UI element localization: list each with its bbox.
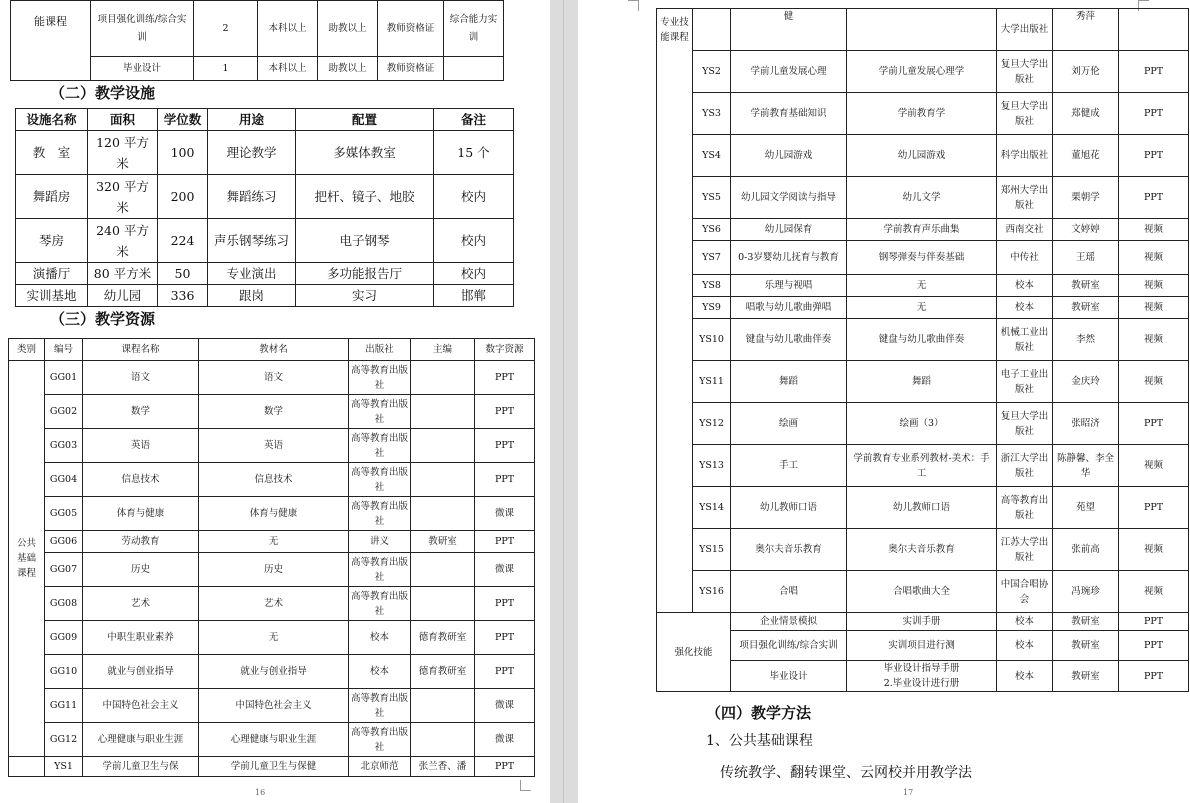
resource-row xyxy=(657,571,1189,613)
resource-digital: PPT xyxy=(475,361,535,395)
resource-code: YS13 xyxy=(693,445,731,487)
facility-cell: 舞蹈练习 xyxy=(208,175,296,219)
note-cell xyxy=(444,57,504,81)
resource-course: 语文 xyxy=(83,361,199,395)
resource-publisher: 高等教育出版社 xyxy=(349,689,411,723)
resource-editor: 张昭济 xyxy=(1053,403,1119,445)
resource-course: 学前教育基础知识 xyxy=(731,93,847,135)
resource-course: 合唱 xyxy=(731,571,847,613)
resource-publisher: 高等教育出版社 xyxy=(349,361,411,395)
resources-header: 类别 xyxy=(9,339,45,361)
resource-row xyxy=(9,689,535,723)
strengthen-editor: 教研室 xyxy=(1053,631,1119,661)
subheading-public-courses: 1、公共基础课程 xyxy=(706,733,813,749)
resource-textbook: 奥尔夫音乐教育 xyxy=(847,529,997,571)
resource-editor xyxy=(411,463,475,497)
strengthen-digital: PPT xyxy=(1119,661,1189,692)
resource-publisher: 电子工业出版社 xyxy=(997,361,1053,403)
facilities-header: 学位数 xyxy=(158,109,208,131)
resource-course: 乐理与视唱 xyxy=(731,275,847,297)
resource-publisher: 浙江大学出版社 xyxy=(997,445,1053,487)
facility-cell: 校内 xyxy=(434,219,514,263)
resource-code: YS11 xyxy=(693,361,731,403)
facility-cell: 跟岗 xyxy=(208,285,296,307)
resource-row xyxy=(9,587,535,621)
resource-course: 唱歌与幼儿歌曲弹唱 xyxy=(731,297,847,319)
teacher-requirement-table xyxy=(10,0,504,81)
resource-code: YS6 xyxy=(693,219,731,241)
resource-publisher: 科学出版社 xyxy=(997,135,1053,177)
resource-code xyxy=(693,9,731,51)
page-gap xyxy=(550,0,578,803)
resource-row xyxy=(657,51,1189,93)
resources-header: 教材名 xyxy=(199,339,349,361)
resource-digital: 视频 xyxy=(1119,361,1189,403)
resource-textbook: 学前儿童卫生与保健 xyxy=(199,757,349,777)
resource-editor xyxy=(411,429,475,463)
resources-header: 课程名称 xyxy=(83,339,199,361)
cert-cell: 教师资格证 xyxy=(378,57,444,81)
resource-course: 手工 xyxy=(731,445,847,487)
resource-textbook: 无 xyxy=(199,621,349,655)
resource-textbook: 学前教育声乐曲集 xyxy=(847,219,997,241)
facility-cell: 实训基地 xyxy=(16,285,88,307)
section-title-resources: （三）教学资源 xyxy=(50,310,156,328)
facility-cell: 邯郸 xyxy=(434,285,514,307)
resource-course: 中国特色社会主义 xyxy=(83,689,199,723)
facility-cell: 320 平方米 xyxy=(88,175,158,219)
facility-cell: 声乐钢琴练习 xyxy=(208,219,296,263)
resource-editor: 德育教研室 xyxy=(411,655,475,689)
resource-publisher: 中传社 xyxy=(997,241,1053,275)
resource-textbook: 英语 xyxy=(199,429,349,463)
resource-digital: PPT xyxy=(1119,93,1189,135)
facilities-header: 备注 xyxy=(434,109,514,131)
resource-row xyxy=(9,621,535,655)
strengthen-publisher: 校本 xyxy=(997,613,1053,631)
resource-digital: PPT xyxy=(475,395,535,429)
resource-publisher: 校本 xyxy=(997,275,1053,297)
resource-code: GG01 xyxy=(45,361,83,395)
resource-editor: 金庆玲 xyxy=(1053,361,1119,403)
resources-table xyxy=(8,338,535,777)
resource-code: YS1 xyxy=(45,757,83,777)
page-number: 17 xyxy=(903,788,914,797)
resource-textbook: 无 xyxy=(847,297,997,319)
resource-digital: 微课 xyxy=(475,553,535,587)
category-cell: 强化技能 xyxy=(657,613,731,692)
strengthen-digital: PPT xyxy=(1119,613,1189,631)
resource-textbook: 舞蹈 xyxy=(847,361,997,403)
resource-row xyxy=(657,219,1189,241)
resource-editor xyxy=(411,395,475,429)
resource-course: 舞蹈 xyxy=(731,361,847,403)
resources-header: 主编 xyxy=(411,339,475,361)
resource-editor xyxy=(411,497,475,531)
resource-editor: 张兰香、潘 xyxy=(411,757,475,777)
resource-code: YS4 xyxy=(693,135,731,177)
facility-cell: 15 个 xyxy=(434,131,514,175)
resource-course: 幼儿园游戏 xyxy=(731,135,847,177)
resource-course: 就业与创业指导 xyxy=(83,655,199,689)
resource-row xyxy=(657,361,1189,403)
resource-row xyxy=(9,553,535,587)
strengthen-textbook: 实训手册 xyxy=(847,613,997,631)
strengthen-course: 企业情景模拟 xyxy=(731,613,847,631)
resource-course: 绘画 xyxy=(731,403,847,445)
resource-editor: 李然 xyxy=(1053,319,1119,361)
facility-cell: 多功能报告厅 xyxy=(296,263,434,285)
resource-editor xyxy=(411,361,475,395)
resource-row xyxy=(657,177,1189,219)
resource-row xyxy=(657,403,1189,445)
resource-editor xyxy=(411,689,475,723)
resource-editor: 文婷婷 xyxy=(1053,219,1119,241)
resource-textbook: 绘画（3） xyxy=(847,403,997,445)
resource-course: 奥尔夫音乐教育 xyxy=(731,529,847,571)
resource-row xyxy=(657,297,1189,319)
resource-digital: PPT xyxy=(475,655,535,689)
resource-code: GG07 xyxy=(45,553,83,587)
credit-cell: 2 xyxy=(194,1,258,57)
resource-code: YS15 xyxy=(693,529,731,571)
resource-digital: PPT xyxy=(475,757,535,777)
resource-publisher: 复旦大学出版社 xyxy=(997,403,1053,445)
teaching-method-text: 传统教学、翻转课堂、云网校并用教学法 xyxy=(720,765,972,781)
resource-editor: 栗朝学 xyxy=(1053,177,1119,219)
resource-publisher: 校本 xyxy=(349,655,411,689)
resource-publisher: 江苏大学出版社 xyxy=(997,529,1053,571)
resource-code: YS7 xyxy=(693,241,731,275)
strengthen-digital: PPT xyxy=(1119,631,1189,661)
resources-header: 数字资源 xyxy=(475,339,535,361)
resource-textbook: 历史 xyxy=(199,553,349,587)
resource-publisher: 校本 xyxy=(997,297,1053,319)
resource-code: GG04 xyxy=(45,463,83,497)
facility-cell: 120 平方米 xyxy=(88,131,158,175)
facility-cell: 理论教学 xyxy=(208,131,296,175)
resource-digital: PPT xyxy=(1119,177,1189,219)
strengthen-course: 毕业设计 xyxy=(731,661,847,692)
resource-textbook: 就业与创业指导 xyxy=(199,655,349,689)
resource-code: GG08 xyxy=(45,587,83,621)
resource-publisher: 高等教育出版社 xyxy=(349,497,411,531)
facilities-header: 用途 xyxy=(208,109,296,131)
resource-digital xyxy=(1119,9,1189,51)
resource-course: 学前儿童卫生与保 xyxy=(83,757,199,777)
resource-textbook: 合唱歌曲大全 xyxy=(847,571,997,613)
resource-row xyxy=(657,529,1189,571)
page-number: 16 xyxy=(255,788,266,797)
resource-publisher: 高等教育出版社 xyxy=(997,487,1053,529)
edu-cell: 本科以上 xyxy=(258,1,318,57)
strengthen-publisher: 校本 xyxy=(997,661,1053,692)
resource-course: 幼儿园文学阅读与指导 xyxy=(731,177,847,219)
resource-editor: 郑健成 xyxy=(1053,93,1119,135)
course-cell: 项目强化训练/综合实训 xyxy=(91,1,194,57)
resource-publisher: 校本 xyxy=(349,621,411,655)
resource-code: YS12 xyxy=(693,403,731,445)
resource-digital: 视频 xyxy=(1119,319,1189,361)
resource-editor: 秀萍 xyxy=(1053,9,1119,51)
resource-editor: 董旭花 xyxy=(1053,135,1119,177)
resource-digital: 视频 xyxy=(1119,529,1189,571)
resource-publisher: 高等教育出版社 xyxy=(349,395,411,429)
resource-course: 幼儿教师口语 xyxy=(731,487,847,529)
strengthen-row xyxy=(657,661,1189,692)
credit-cell: 1 xyxy=(194,57,258,81)
resource-row xyxy=(9,655,535,689)
note-cell: 综合能力实训 xyxy=(444,1,504,57)
edu-cell: 本科以上 xyxy=(258,57,318,81)
resource-editor: 教研室 xyxy=(411,531,475,553)
resource-digital: PPT xyxy=(1119,487,1189,529)
facilities-table xyxy=(15,108,514,307)
resource-course: 体育与健康 xyxy=(83,497,199,531)
category-cell xyxy=(9,757,45,777)
resource-course: 历史 xyxy=(83,553,199,587)
course-cell: 毕业设计 xyxy=(91,57,194,81)
resource-digital: PPT xyxy=(475,531,535,553)
resource-row xyxy=(657,275,1189,297)
resource-row xyxy=(9,497,535,531)
resource-digital: PPT xyxy=(475,587,535,621)
resource-digital: PPT xyxy=(475,621,535,655)
resource-textbook xyxy=(847,9,997,51)
facility-cell: 80 平方米 xyxy=(88,263,158,285)
section-title-methods: （四）教学方法 xyxy=(706,704,812,722)
resource-textbook: 语文 xyxy=(199,361,349,395)
resource-code: YS10 xyxy=(693,319,731,361)
resource-textbook: 心理健康与职业生涯 xyxy=(199,723,349,757)
resource-editor: 教研室 xyxy=(1053,275,1119,297)
resource-textbook: 无 xyxy=(847,275,997,297)
resource-editor: 冯琬珍 xyxy=(1053,571,1119,613)
resource-digital: 微课 xyxy=(475,497,535,531)
resource-textbook: 无 xyxy=(199,531,349,553)
resource-code: GG09 xyxy=(45,621,83,655)
resource-code: YS3 xyxy=(693,93,731,135)
resource-publisher: 复旦大学出版社 xyxy=(997,51,1053,93)
resource-course: 心理健康与职业生涯 xyxy=(83,723,199,757)
resource-publisher: 大学出版社 xyxy=(997,9,1053,51)
title-cell: 助教以上 xyxy=(318,57,378,81)
resource-course: 英语 xyxy=(83,429,199,463)
resource-editor: 德育教研室 xyxy=(411,621,475,655)
resources-header: 出版社 xyxy=(349,339,411,361)
gap-divider xyxy=(563,0,564,803)
facility-cell: 舞蹈房 xyxy=(16,175,88,219)
page-17 xyxy=(578,0,1190,803)
resource-code: YS9 xyxy=(693,297,731,319)
resource-digital: PPT xyxy=(1119,135,1189,177)
resource-publisher: 复旦大学出版社 xyxy=(997,93,1053,135)
resource-code: GG05 xyxy=(45,497,83,531)
resource-digital: 视频 xyxy=(1119,297,1189,319)
resource-textbook: 幼儿文学 xyxy=(847,177,997,219)
resource-digital: 视频 xyxy=(1119,241,1189,275)
resource-course: 劳动教育 xyxy=(83,531,199,553)
resource-digital: PPT xyxy=(1119,51,1189,93)
strengthen-textbook: 实训项目进行测 xyxy=(847,631,997,661)
resource-editor: 王瑶 xyxy=(1053,241,1119,275)
resource-publisher: 郑州大学出版社 xyxy=(997,177,1053,219)
strengthen-course: 项目强化训练/综合实训 xyxy=(731,631,847,661)
facility-cell: 教 室 xyxy=(16,131,88,175)
strengthen-row xyxy=(657,631,1189,661)
resource-row xyxy=(9,531,535,553)
category-cell: 公共基础课程 xyxy=(9,361,45,757)
facilities-header: 面积 xyxy=(88,109,158,131)
facilities-header: 配置 xyxy=(296,109,434,131)
facility-cell: 把杆、镜子、地胶 xyxy=(296,175,434,219)
resource-row xyxy=(9,723,535,757)
resource-editor: 陈静馨、李全华 xyxy=(1053,445,1119,487)
facility-cell: 多媒体教室 xyxy=(296,131,434,175)
resource-code: YS14 xyxy=(693,487,731,529)
resource-digital: 微课 xyxy=(475,689,535,723)
resource-code: GG12 xyxy=(45,723,83,757)
resource-course: 艺术 xyxy=(83,587,199,621)
resource-course: 学前儿童发展心理 xyxy=(731,51,847,93)
resource-code: GG06 xyxy=(45,531,83,553)
resource-code: GG03 xyxy=(45,429,83,463)
strengthen-publisher: 校本 xyxy=(997,631,1053,661)
resource-digital: PPT xyxy=(1119,403,1189,445)
facility-cell: 336 xyxy=(158,285,208,307)
resource-code: YS5 xyxy=(693,177,731,219)
resource-course: 0-3岁婴幼儿抚育与教育 xyxy=(731,241,847,275)
resource-digital: PPT xyxy=(475,463,535,497)
page-16 xyxy=(0,0,550,803)
resource-textbook: 钢琴弹奏与伴奏基础 xyxy=(847,241,997,275)
resource-code: YS2 xyxy=(693,51,731,93)
resource-textbook: 学前儿童发展心理学 xyxy=(847,51,997,93)
facility-cell: 50 xyxy=(158,263,208,285)
resource-textbook: 信息技术 xyxy=(199,463,349,497)
resource-editor: 苑望 xyxy=(1053,487,1119,529)
resource-publisher: 高等教育出版社 xyxy=(349,587,411,621)
resource-row xyxy=(657,135,1189,177)
facility-cell: 100 xyxy=(158,131,208,175)
resource-course: 健 xyxy=(731,9,847,51)
resource-row xyxy=(657,445,1189,487)
category-cell: 能课程 xyxy=(11,1,91,81)
category-cell: 专业技能课程 xyxy=(657,9,693,613)
resource-editor xyxy=(411,723,475,757)
facility-cell: 校内 xyxy=(434,175,514,219)
resource-course: 信息技术 xyxy=(83,463,199,497)
resource-textbook: 幼儿园游戏 xyxy=(847,135,997,177)
professional-resources-table xyxy=(656,8,1189,692)
resource-textbook: 数学 xyxy=(199,395,349,429)
resource-row xyxy=(657,241,1189,275)
resource-row xyxy=(657,9,1189,51)
resource-code: GG10 xyxy=(45,655,83,689)
resource-digital: 视频 xyxy=(1119,219,1189,241)
resource-textbook: 学前教育学 xyxy=(847,93,997,135)
resource-editor xyxy=(411,553,475,587)
resource-publisher: 高等教育出版社 xyxy=(349,553,411,587)
corner-mark xyxy=(628,0,639,11)
resource-publisher: 中国合唱协会 xyxy=(997,571,1053,613)
facility-cell: 224 xyxy=(158,219,208,263)
resource-textbook: 键盘与幼儿歌曲伴奏 xyxy=(847,319,997,361)
resource-row xyxy=(9,463,535,497)
facility-cell: 幼儿园 xyxy=(88,285,158,307)
facility-cell: 240 平方米 xyxy=(88,219,158,263)
resource-textbook: 中国特色社会主义 xyxy=(199,689,349,723)
strengthen-textbook: 毕业设计指导手册 2.毕业设计进行册 xyxy=(847,661,997,692)
title-cell: 助教以上 xyxy=(318,1,378,57)
resource-publisher: 高等教育出版社 xyxy=(349,723,411,757)
resource-textbook: 体育与健康 xyxy=(199,497,349,531)
resource-publisher: 讲义 xyxy=(349,531,411,553)
resource-course: 数学 xyxy=(83,395,199,429)
strengthen-editor: 教研室 xyxy=(1053,661,1119,692)
resource-row xyxy=(657,487,1189,529)
resource-course: 幼儿园保育 xyxy=(731,219,847,241)
strengthen-editor: 教研室 xyxy=(1053,613,1119,631)
facility-cell: 琴房 xyxy=(16,219,88,263)
resource-textbook: 艺术 xyxy=(199,587,349,621)
resource-publisher: 西南交社 xyxy=(997,219,1053,241)
facility-cell: 电子钢琴 xyxy=(296,219,434,263)
resource-editor: 张前高 xyxy=(1053,529,1119,571)
facility-cell: 专业演出 xyxy=(208,263,296,285)
resource-row xyxy=(9,361,535,395)
resource-publisher: 北京师范 xyxy=(349,757,411,777)
strengthen-row xyxy=(657,613,1189,631)
resource-row xyxy=(9,395,535,429)
resource-code: GG11 xyxy=(45,689,83,723)
resource-editor: 教研室 xyxy=(1053,297,1119,319)
resource-row xyxy=(9,757,535,777)
resource-digital: 视频 xyxy=(1119,445,1189,487)
corner-mark xyxy=(520,780,531,791)
section-title-facilities: （二）教学设施 xyxy=(50,84,156,102)
resource-editor xyxy=(411,587,475,621)
resources-header: 编号 xyxy=(45,339,83,361)
resource-row xyxy=(657,319,1189,361)
resource-row xyxy=(9,429,535,463)
resource-textbook: 学前教育专业系列教材-美术：手工 xyxy=(847,445,997,487)
facilities-header: 设施名称 xyxy=(16,109,88,131)
facility-cell: 200 xyxy=(158,175,208,219)
cert-cell: 教师资格证 xyxy=(378,1,444,57)
resource-digital: PPT xyxy=(475,429,535,463)
resource-digital: 微课 xyxy=(475,723,535,757)
resource-code: YS8 xyxy=(693,275,731,297)
facility-cell: 校内 xyxy=(434,263,514,285)
facility-cell: 实习 xyxy=(296,285,434,307)
resource-publisher: 高等教育出版社 xyxy=(349,463,411,497)
resource-course: 中职生职业素养 xyxy=(83,621,199,655)
facility-cell: 演播厅 xyxy=(16,263,88,285)
resource-publisher: 机械工业出版社 xyxy=(997,319,1053,361)
resource-code: YS16 xyxy=(693,571,731,613)
resource-digital: 视频 xyxy=(1119,275,1189,297)
resource-row xyxy=(657,93,1189,135)
resource-course: 键盘与幼儿歌曲伴奏 xyxy=(731,319,847,361)
resource-code: GG02 xyxy=(45,395,83,429)
resource-editor: 刘万伦 xyxy=(1053,51,1119,93)
resource-textbook: 幼儿教师口语 xyxy=(847,487,997,529)
resource-publisher: 高等教育出版社 xyxy=(349,429,411,463)
resources-header-row xyxy=(9,339,535,361)
resource-digital: 视频 xyxy=(1119,571,1189,613)
